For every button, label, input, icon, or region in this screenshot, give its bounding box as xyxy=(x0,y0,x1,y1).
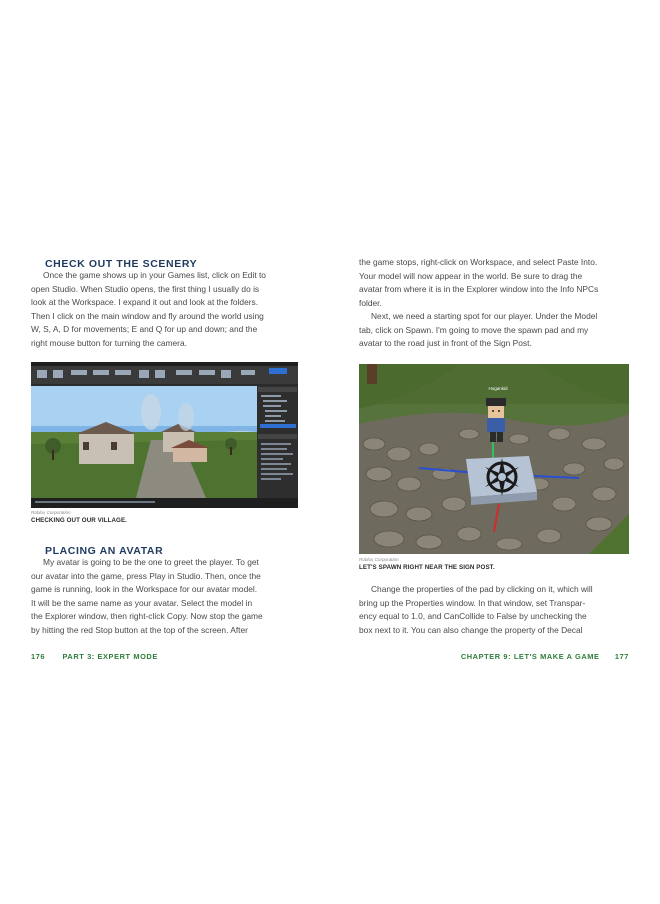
spawn-screenshot-image xyxy=(359,364,629,554)
left-footer xyxy=(31,652,158,661)
text-line: Once the game shows up in your Games list, click on Edit to xyxy=(43,270,266,280)
text-line: right mouse button for turning the camera. xyxy=(31,337,187,348)
figure-caption: LET'S SPAWN RIGHT NEAR THE SIGN POST. xyxy=(359,564,495,571)
text-line: game is running, look in the Workspace for our avatar model. xyxy=(31,584,258,594)
text-line: W, S, A, D for movements; E and Q for up and down; and the xyxy=(31,324,258,334)
text-line: our avatar into the game, press Play in Studio. Then, once the xyxy=(31,570,261,581)
spawn-pad-screenshot xyxy=(359,364,629,554)
figure-caption: CHECKING OUT OUR VILLAGE. xyxy=(31,517,128,524)
properties-paragraph xyxy=(359,583,629,637)
paste-paragraph xyxy=(359,256,629,310)
text-line: by hitting the red Stop button at the top of the screen. After xyxy=(31,624,248,635)
text-line: My avatar is going to be the one to greet the player. To get xyxy=(43,557,259,567)
text-line: It will be the same name as your avatar. Select the model in xyxy=(31,597,253,608)
part-title: PART 3: EXPERT MODE xyxy=(62,652,158,661)
text-line: the Explorer window, then right-click Copy. Now stop the game xyxy=(31,611,263,621)
text-line: look at the Workspace. I expand it out and look at the folders. xyxy=(31,297,259,307)
text-line: Then I click on the main window and fly around the world using xyxy=(31,310,264,321)
text-line: bring up the Properties window. In that window, set Transpar- xyxy=(359,597,586,608)
scenery-paragraph xyxy=(31,269,301,350)
text-line: Your model will now appear in the world. Be sure to drag the xyxy=(359,270,583,281)
section-heading-scenery: CHECK OUT THE SCENERY xyxy=(45,258,198,270)
text-line: ency equal to 1.0, and CanCollide to False by unchecking the xyxy=(359,611,587,621)
chapter-title: CHAPTER 9: LET'S MAKE A GAME xyxy=(460,652,600,661)
text-line: avatar from where it is in the Explorer window into the Info NPCs xyxy=(359,284,599,294)
page-number: 177 xyxy=(614,652,629,661)
avatar-paragraph xyxy=(31,556,301,637)
right-page xyxy=(330,0,660,904)
page-number: 176 xyxy=(31,652,46,661)
text-line: tab, click on Spawn. I'm going to move the spawn pad and my xyxy=(359,324,589,335)
spawn-paragraph xyxy=(359,310,629,351)
studio-screenshot-image xyxy=(31,362,298,508)
text-line: folder. xyxy=(359,297,382,308)
section-heading-avatar: PLACING AN AVATAR xyxy=(45,545,164,557)
right-footer xyxy=(461,652,629,661)
studio-village-screenshot xyxy=(31,362,298,508)
figure-credit: Roblox Corporation xyxy=(359,557,399,562)
text-line: Next, we need a starting spot for our player. Under the Model xyxy=(371,311,598,321)
text-line: box next to it. You can also change the property of the Decal xyxy=(359,624,583,635)
avatar-name-tag: Hogankid xyxy=(488,386,508,391)
text-line: the game stops, right-click on Workspace, and select Paste Into. xyxy=(359,257,598,267)
text-line: Change the properties of the pad by clicking on it, which will xyxy=(371,584,593,594)
text-line: open Studio. When Studio opens, the first thing I usually do is xyxy=(31,283,260,294)
figure-credit: Roblox Corporation xyxy=(31,510,71,515)
text-line: avatar to the road just in front of the Sign Post. xyxy=(359,338,532,348)
